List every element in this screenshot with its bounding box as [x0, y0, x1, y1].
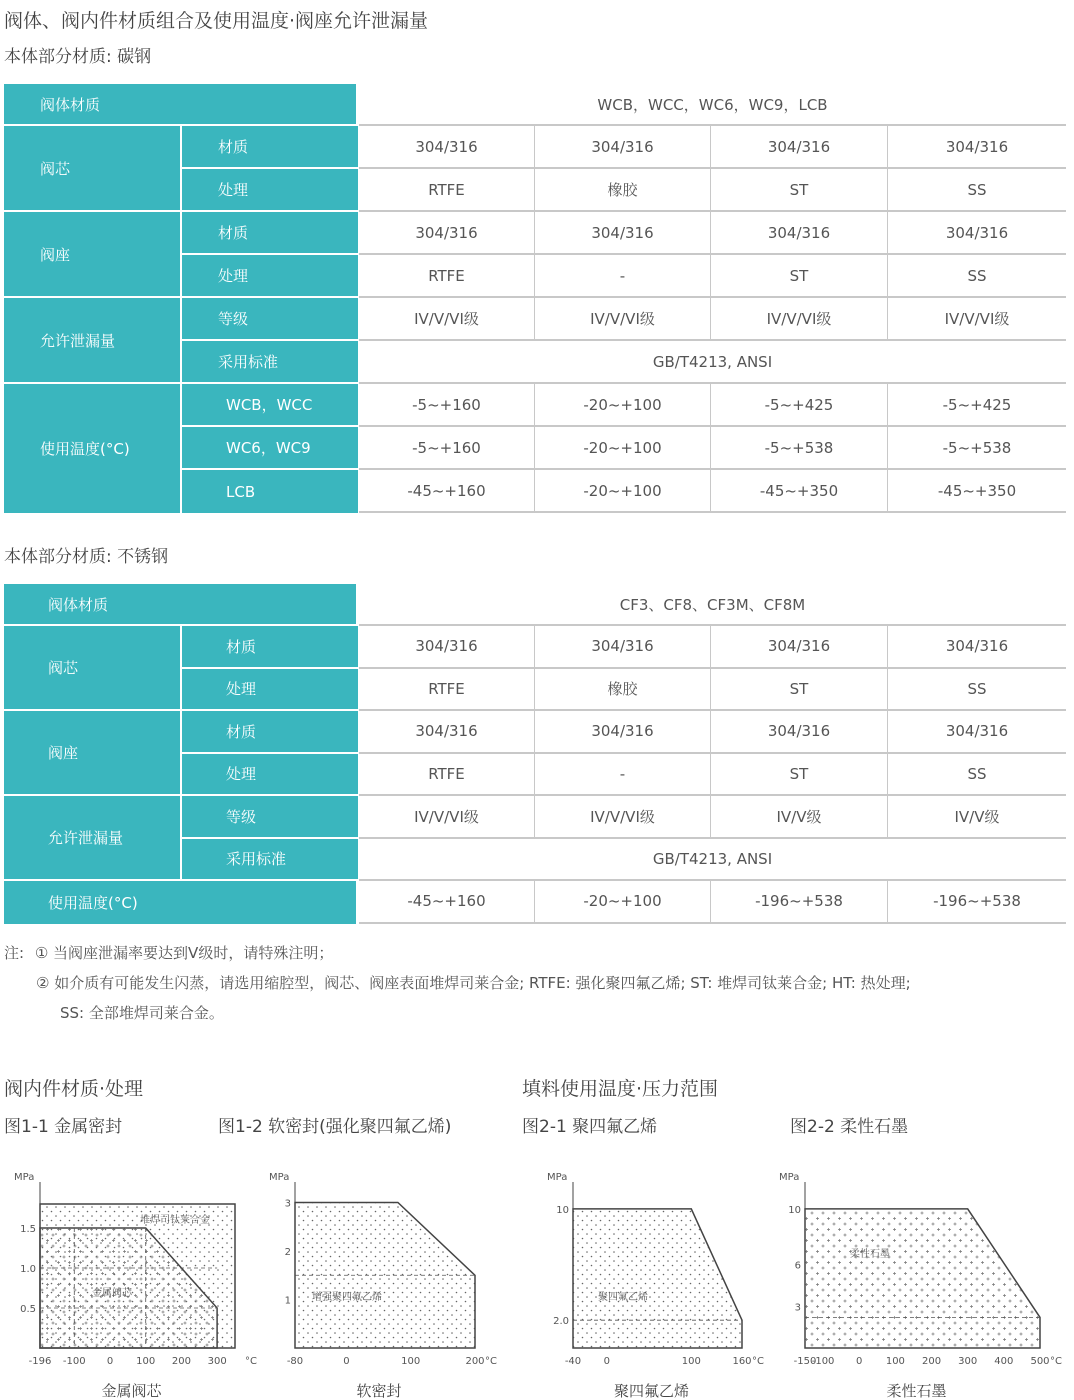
series-label: 聚四氟乙烯 — [598, 1292, 648, 1303]
section-title-packing: 填料使用温度·压力范围 — [522, 1078, 719, 1100]
seat-treatment-cell: SS — [888, 754, 1066, 797]
caption-fig-1-1: 图1-1 金属密封 — [4, 1117, 123, 1137]
chart-3 — [547, 1172, 764, 1400]
x-tick-label: 100 — [681, 1356, 701, 1367]
chart-label: 软密封 — [356, 1382, 402, 1400]
seat-material-cell: 304/316 — [711, 212, 888, 255]
core-material-cell: 304/316 — [888, 626, 1066, 669]
x-unit: °C — [485, 1356, 497, 1367]
chart-label: 聚四氟乙烯 — [613, 1382, 690, 1400]
core-label: 阀芯 — [4, 126, 180, 210]
x-tick-label: -100 — [811, 1356, 835, 1367]
x-tick-label: -196 — [28, 1356, 52, 1367]
core-material-label: 材质 — [182, 626, 358, 667]
body-material-value: WCB，WCC，WC6，WC9，LCB — [359, 84, 1066, 126]
x-tick-label: 100 — [401, 1356, 421, 1367]
y-tick-label: 2 — [284, 1247, 291, 1259]
y-tick-label: 1.5 — [20, 1224, 36, 1235]
seat-treatment-cell: - — [535, 754, 711, 797]
core-material-cell: 304/316 — [359, 626, 535, 669]
core-treatment-label: 处理 — [182, 169, 358, 210]
core-treatment-label: 处理 — [182, 669, 358, 710]
temperature-material-label: WCB，WCC — [182, 384, 358, 425]
seat-label: 阀座 — [4, 711, 180, 794]
temperature-range-cell: -20~+100 — [535, 881, 711, 924]
series-label: 金属阀芯 — [92, 1288, 132, 1299]
x-tick-label: 200 — [171, 1356, 191, 1367]
leakage-grade-cell: IV/V/VI级 — [535, 298, 711, 341]
x-unit: °C — [752, 1356, 764, 1367]
temperature-range-cell: -5~+425 — [711, 384, 888, 427]
core-material-cell: 304/316 — [359, 126, 535, 169]
y-tick-label: 1.0 — [20, 1264, 36, 1275]
note-3: SS: 全部堆焊司莱合金。 — [60, 1004, 224, 1022]
x-tick-label: 0 — [603, 1356, 610, 1367]
y-tick-label: 2.0 — [553, 1316, 569, 1328]
leakage-grade-cell: IV/V级 — [711, 796, 888, 839]
core-treatment-cell: 橡胶 — [535, 169, 711, 212]
core-label: 阀芯 — [4, 626, 180, 709]
temperature-range-cell: -45~+160 — [359, 881, 535, 924]
x-tick-label: 0 — [106, 1356, 114, 1367]
note-2: ② 如介质有可能发生闪蒸，请选用缩腔型，阀芯、阀座表面堆焊司莱合金; RTFE: 强化聚四氟乙烯; ST: 堆焊司钛莱合金; HT: 热处理; — [36, 974, 911, 992]
leakage-grade-cell: IV/V/VI级 — [888, 298, 1066, 341]
series-area — [805, 1209, 1040, 1348]
x-tick-label: 0 — [856, 1356, 863, 1367]
temperature-range-cell: -20~+100 — [535, 470, 711, 513]
seat-material-cell: 304/316 — [535, 711, 711, 754]
seat-treatment-label: 处理 — [182, 255, 358, 296]
core-material-cell: 304/316 — [535, 626, 711, 669]
y-tick-label: 3 — [284, 1198, 291, 1210]
body-material-label: 阀体材质 — [4, 584, 356, 624]
temperature-range-cell: -5~+425 — [888, 384, 1066, 427]
leakage-standard-label: 采用标准 — [182, 839, 358, 880]
core-material-cell: 304/316 — [535, 126, 711, 169]
x-tick-label: 500 — [1030, 1356, 1050, 1367]
seat-material-cell: 304/316 — [359, 212, 535, 255]
note-prefix: 注: — [4, 944, 25, 962]
temperature-range-cell: -45~+350 — [711, 470, 888, 513]
core-treatment-cell: RTFE — [359, 169, 535, 212]
core-material-cell: 304/316 — [711, 626, 888, 669]
temperature-range-cell: -20~+100 — [535, 384, 711, 427]
caption-fig-2-2: 图2-2 柔性石墨 — [790, 1117, 909, 1137]
series-label: 柔性石墨 — [850, 1249, 890, 1260]
temperature-range-cell: -5~+538 — [888, 427, 1066, 470]
x-tick-label: -80 — [286, 1356, 304, 1367]
seat-material-cell: 304/316 — [535, 212, 711, 255]
charts-area — [0, 1160, 1074, 1400]
y-tick-label: 3 — [794, 1302, 801, 1314]
leakage-standard-value: GB/T4213, ANSI — [359, 839, 1066, 882]
seat-material-cell: 304/316 — [711, 711, 888, 754]
temperature-range-cell: -196~+538 — [888, 881, 1066, 924]
caption-fig-1-2: 图1-2 软密封(强化聚四氟乙烯) — [218, 1117, 452, 1137]
y-tick-label: 1 — [284, 1295, 291, 1307]
stainless-steel-table — [4, 584, 1066, 924]
x-unit: °C — [245, 1356, 257, 1367]
core-material-cell: 304/316 — [711, 126, 888, 169]
temperature-material-label: LCB — [182, 470, 358, 513]
leakage-standard-value: GB/T4213, ANSI — [359, 341, 1066, 384]
seat-treatment-label: 处理 — [182, 754, 358, 795]
carbon-subtitle: 本体部分材质: 碳钢 — [4, 47, 152, 67]
x-tick-label: -150 — [793, 1356, 817, 1367]
seat-treatment-cell: SS — [888, 255, 1066, 298]
seat-treatment-cell: ST — [711, 754, 888, 797]
x-tick-label: -100 — [62, 1356, 86, 1367]
y-axis-label: MPa — [269, 1172, 290, 1183]
y-tick-label: 10 — [788, 1204, 801, 1216]
temperature-range-cell: -5~+160 — [359, 427, 535, 470]
seat-treatment-cell: - — [535, 255, 711, 298]
page-title: 阀体、阀内件材质组合及使用温度·阀座允许泄漏量 — [4, 10, 429, 32]
note-line-1 — [4, 942, 333, 963]
leakage-grade-label: 等级 — [182, 298, 358, 339]
x-tick-label: 160 — [732, 1356, 752, 1367]
temperature-range-cell: -45~+350 — [888, 470, 1066, 513]
core-material-label: 材质 — [182, 126, 358, 167]
x-tick-label: 400 — [994, 1356, 1014, 1367]
leakage-label: 允许泄漏量 — [4, 298, 180, 382]
leakage-standard-label: 采用标准 — [182, 341, 358, 382]
x-unit: °C — [1050, 1356, 1062, 1367]
core-treatment-cell: SS — [888, 669, 1066, 712]
series-label: 堆焊司钛莱合金 — [140, 1215, 210, 1226]
body-material-value: CF3、CF8、CF3M、CF8M — [359, 584, 1066, 626]
y-tick-label: 10 — [556, 1204, 569, 1216]
x-tick-label: 200 — [921, 1356, 942, 1367]
core-treatment-cell: ST — [711, 669, 888, 712]
core-treatment-cell: RTFE — [359, 669, 535, 712]
seat-treatment-cell: RTFE — [359, 754, 535, 797]
seat-material-label: 材质 — [182, 212, 358, 253]
chart-1 — [14, 1172, 257, 1400]
x-tick-label: 200 — [465, 1356, 485, 1367]
stainless-subtitle: 本体部分材质: 不锈钢 — [4, 547, 169, 567]
core-treatment-cell: ST — [711, 169, 888, 212]
temperature-material-label: WC6，WC9 — [182, 427, 358, 468]
chart-label: 金属阀芯 — [101, 1382, 162, 1400]
leakage-label: 允许泄漏量 — [4, 796, 180, 879]
section-title-trim: 阀内件材质·处理 — [4, 1078, 144, 1100]
carbon-steel-table — [4, 84, 1066, 510]
x-tick-label: 300 — [207, 1356, 227, 1367]
leakage-grade-label: 等级 — [182, 796, 358, 837]
caption-fig-2-1: 图2-1 聚四氟乙烯 — [522, 1117, 658, 1137]
core-treatment-cell: SS — [888, 169, 1066, 212]
seat-treatment-cell: ST — [711, 255, 888, 298]
chart-label: 柔性石墨 — [886, 1382, 947, 1400]
series-area — [295, 1203, 475, 1349]
x-tick-label: 300 — [958, 1356, 978, 1367]
seat-label: 阀座 — [4, 212, 180, 296]
y-axis-label: MPa — [779, 1172, 800, 1183]
x-tick-label: 100 — [136, 1356, 156, 1367]
y-tick-label: 0.5 — [20, 1304, 36, 1315]
seat-material-label: 材质 — [182, 711, 358, 752]
x-tick-label: 0 — [343, 1356, 350, 1367]
y-axis-label: MPa — [14, 1172, 35, 1183]
leakage-grade-cell: IV/V/VI级 — [359, 796, 535, 839]
temperature-label: 使用温度(°C) — [4, 384, 180, 513]
temperature-range-cell: -20~+100 — [535, 427, 711, 470]
temperature-label: 使用温度(°C) — [4, 881, 356, 924]
leakage-grade-cell: IV/V级 — [888, 796, 1066, 839]
chart-2 — [269, 1172, 497, 1400]
seat-material-cell: 304/316 — [888, 711, 1066, 754]
seat-material-cell: 304/316 — [888, 212, 1066, 255]
body-material-label: 阀体材质 — [4, 84, 356, 124]
core-material-cell: 304/316 — [888, 126, 1066, 169]
temperature-range-cell: -5~+538 — [711, 427, 888, 470]
x-tick-label: -40 — [564, 1356, 582, 1367]
chart-4 — [779, 1172, 1062, 1400]
note-1: ① 当阀座泄漏率要达到V级时，请特殊注明； — [34, 944, 334, 962]
temperature-range-cell: -196~+538 — [711, 881, 888, 924]
y-axis-label: MPa — [547, 1172, 568, 1183]
leakage-grade-cell: IV/V/VI级 — [711, 298, 888, 341]
series-label: 增强聚四氟乙烯 — [312, 1292, 382, 1303]
seat-material-cell: 304/316 — [359, 711, 535, 754]
leakage-grade-cell: IV/V/VI级 — [359, 298, 535, 341]
x-tick-label: 100 — [885, 1356, 905, 1367]
temperature-range-cell: -5~+160 — [359, 384, 535, 427]
y-tick-label: 6 — [794, 1260, 801, 1272]
core-treatment-cell: 橡胶 — [535, 669, 711, 712]
seat-treatment-cell: RTFE — [359, 255, 535, 298]
series-area — [573, 1209, 742, 1348]
temperature-range-cell: -45~+160 — [359, 470, 535, 513]
leakage-grade-cell: IV/V/VI级 — [535, 796, 711, 839]
